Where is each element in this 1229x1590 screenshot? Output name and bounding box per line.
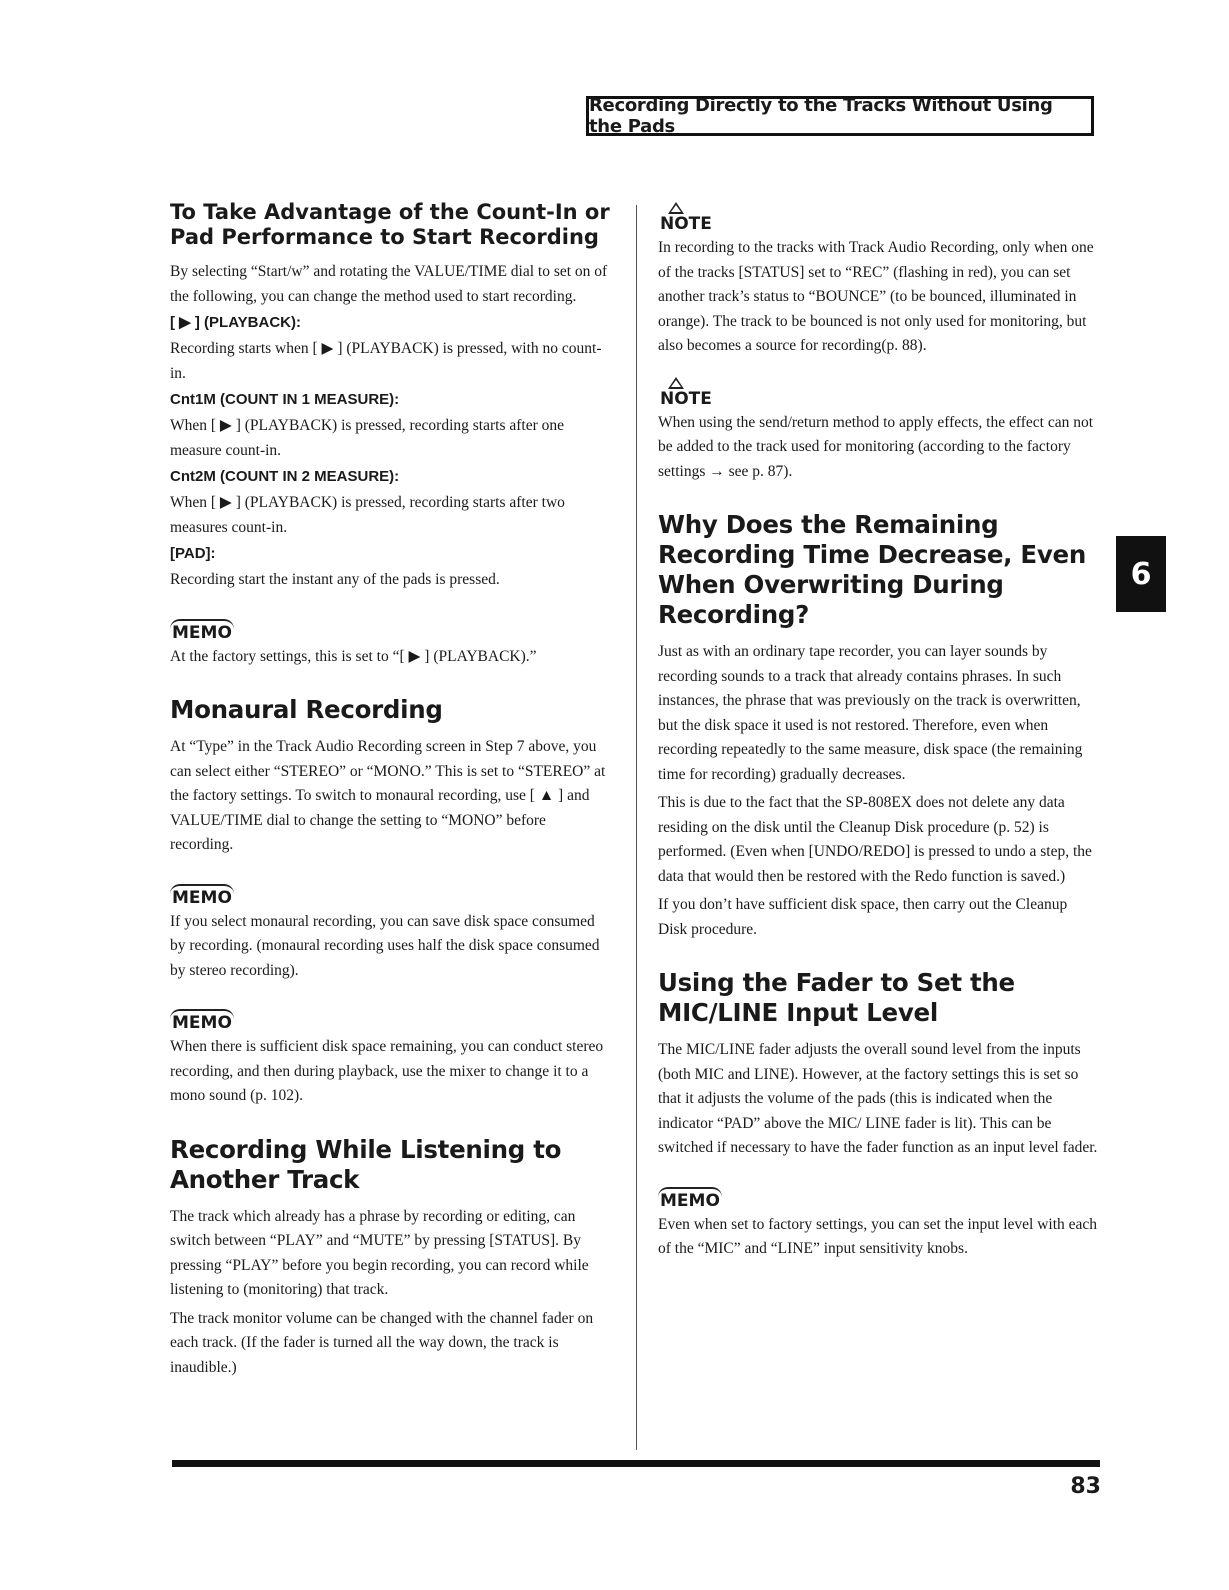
note-text: When using the send/return method to apply effects, the effect can not be added to the track used for monitoring (according to the factory settings → see p. 87).	[658, 413, 1094, 480]
option-cnt1m-label: Cnt1M (COUNT IN 1 MEASURE):	[170, 391, 400, 408]
chapter-tab: 6	[1116, 536, 1166, 612]
countin-heading: To Take Advantage of the Count-In or Pad Performance to Start Recording	[170, 200, 610, 249]
note-icon: NOTE	[658, 212, 714, 236]
monaural-heading: Monaural Recording	[170, 695, 443, 724]
remaining-time-heading: Why Does the Remaining Recording Time Decrease, Even When Overwriting During Recording?	[658, 510, 1086, 629]
memo-icon: MEMO	[170, 1009, 234, 1035]
option-playback-label: [ ▶ ] (PLAYBACK):	[170, 314, 301, 331]
remaining-time-text: If you don’t have sufficient disk space, then carry out the Cleanup Disk procedure.	[658, 896, 1068, 938]
listening-text: The track which already has a phrase by recording or editing, can switch between “PLAY” and “MUTE” by pressing [STATUS]. By pressing “PLAY” before you begin recording, you can record while listening to (monitoring) that track.	[170, 1207, 589, 1298]
memo-icon: MEMO	[170, 619, 234, 645]
listening-heading: Recording While Listening to Another Track	[170, 1134, 562, 1194]
remaining-time-text: Just as with an ordinary tape recorder, you can layer sounds by recording sounds to a track that already contains phrases. In such instances, the phrase that was previously on the track is overwritten, but the disk space it used is not restored. Therefore, even when recording repeatedly to the same measure, disk space (the remaining time for recording) gradually decreases.	[658, 643, 1083, 783]
listening-text: The track monitor volume can be changed with the channel fader on each track. (If the fader is turned all the way down, the track is inaudible.)	[170, 1309, 594, 1376]
option-cnt2m-text: When [ ▶ ] (PLAYBACK) is pressed, recording starts after two measures count-in.	[170, 494, 565, 536]
right-column	[658, 210, 1098, 1266]
footer-rule	[172, 1460, 1100, 1467]
memo-text: When there is sufficient disk space remaining, you can conduct stereo recording, and then during playback, use the mixer to change it to a mono sound (p. 102).	[170, 1038, 604, 1104]
running-header: Recording Directly to the Tracks Without Using the Pads	[586, 96, 1094, 136]
fader-heading: Using the Fader to Set the MIC/LINE Input Level	[658, 968, 1015, 1027]
remaining-time-text: This is due to the fact that the SP-808EX does not delete any data residing on the disk until the Cleanup Disk procedure (p. 52) is performed. (Even when [UNDO/REDO] is pressed to undo a step, the data that would then be restored with the Redo function is saved.)	[658, 794, 1092, 885]
fader-text: The MIC/LINE fader adjusts the overall sound level from the inputs (both MIC and LINE). However, at the factory settings this is set so that it adjusts the volume of the pads (this is indicated when the indicator “PAD” above the MIC/ LINE fader is lit). This can be switched if necessary to have the fader function as an input level fader.	[658, 1041, 1098, 1156]
option-playback-text: Recording starts when [ ▶ ] (PLAYBACK) is pressed, with no count-in.	[170, 340, 602, 382]
countin-intro: By selecting “Start/w” and rotating the VALUE/TIME dial to set on of the following, you can change the method used to start recording.	[170, 263, 608, 305]
monaural-text: At “Type” in the Track Audio Recording screen in Step 7 above, you can select either “STEREO” or “MONO.” This is set to “STEREO” at the factory settings. To switch to monaural recording, use [ ▲ ] and VALUE/TIME dial to change the setting to “MONO” before recording.	[170, 738, 606, 853]
note-text: In recording to the tracks with Track Audio Recording, only when one of the tracks [STATUS] set to “REC” (flashing in red), you can set another track’s status to “BOUNCE” (to be bounced, illuminated in orange). The track to be bounced is not only used for monitoring, but also becomes a source for recording(p. 88).	[658, 239, 1094, 354]
memo-text: If you select monaural recording, you can save disk space consumed by recording. (monaural recording uses half the disk space consumed by stereo recording).	[170, 912, 600, 979]
option-cnt1m-text: When [ ▶ ] (PLAYBACK) is pressed, recording starts after one measure count-in.	[170, 417, 565, 459]
column-divider	[636, 205, 637, 1450]
memo-icon: MEMO	[658, 1187, 722, 1213]
memo-text: At the factory settings, this is set to “[ ▶ ] (PLAYBACK).”	[170, 647, 537, 665]
note-icon: NOTE	[658, 387, 714, 411]
option-pad-text: Recording start the instant any of the pads is pressed.	[170, 571, 500, 588]
option-cnt2m-label: Cnt2M (COUNT IN 2 MEASURE):	[170, 468, 400, 485]
memo-text: Even when set to factory settings, you can set the input level with each of the “MIC” and “LINE” input sensitivity knobs.	[658, 1215, 1098, 1257]
memo-icon: MEMO	[170, 884, 234, 910]
page-number: 83	[1070, 1474, 1101, 1499]
left-column	[170, 200, 612, 1384]
option-pad-label: [PAD]:	[170, 545, 216, 562]
